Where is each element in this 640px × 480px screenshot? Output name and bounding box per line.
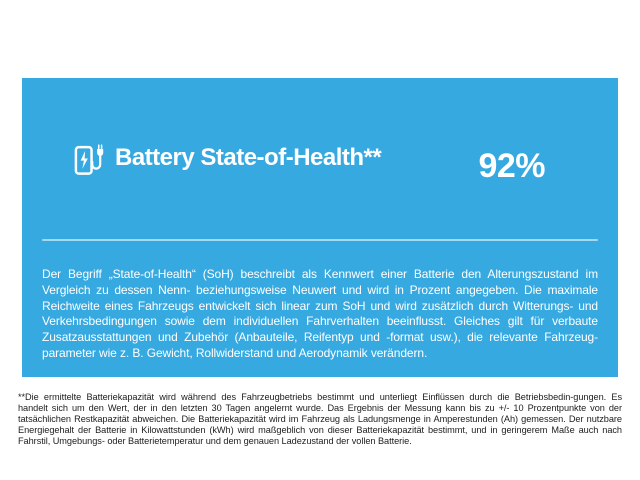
battery-soh-card: [22, 78, 618, 377]
body-line: Reichweite eines Fahrzeugs entwickelt sich linear zum SoH und wird zusätzlich durch Witterungs- und: [42, 298, 598, 313]
divider-line: [42, 239, 598, 241]
body-line: Der Begriff „State-of-Health“ (SoH) beschreibt als Kennwert einer Batterie den Alterungszustand im: [42, 267, 598, 281]
footnote-line: Fahrstil, Umgebungs- oder Batterietemperatur und dem genauen Ladezustand der vollen Batterie.: [18, 435, 412, 446]
body-line: Vergleich zu dessen Nenn- beziehungsweise Neuwert und wird in Prozent angegeben. Die maximale: [42, 282, 598, 297]
body-line: Zusatzausstattungen und Zubehör (Anbauteile, Reifentyp und -format usw.), die relevante Fahrzeug-: [42, 330, 598, 345]
footnote: [18, 392, 622, 446]
soh-percentage-value: 92%: [478, 146, 545, 185]
card-header: [74, 139, 602, 185]
body-line: parameter wie z. B. Gewicht, Rollwiderstand und Aerodynamik verändern.: [42, 345, 428, 360]
card-body-text: [38, 267, 602, 362]
card-title: Battery State-of-Health**: [115, 144, 382, 171]
footnote-line: handelt sich um den Wert, der in den letzten 30 Tagen angelernt wurde. Das Ergebnis der Messung kann bis zu +/- 10 Prozentpunkte von der: [18, 402, 622, 413]
ev-charging-station-icon: [74, 140, 107, 176]
footnote-line: tatsächlichen Restkapazität abweichen. Die Batteriekapazität wird im Fahrzeug als Ladungsmenge in Amperestunden (Ah) gemessen. Der nutzbare: [18, 413, 622, 424]
body-line: Verkehrsbedingungen sowie dem individuellen Fahrverhalten beeinflusst. Gleiches gilt für verbaute: [42, 314, 598, 329]
footnote-line: Energiegehalt der Batterie in Kilowattstunden (kWh) wird maßgeblich von dieser Batteriekapazität bestimmt, und in geringerem Maße auch nach: [18, 424, 622, 435]
footnote-line: **Die ermittelte Batteriekapazität wird während des Fahrzeugbetriebs bestimmt und unterliegt Einflüssen durch die Betriebsbedin-gungen. Es: [18, 392, 622, 402]
